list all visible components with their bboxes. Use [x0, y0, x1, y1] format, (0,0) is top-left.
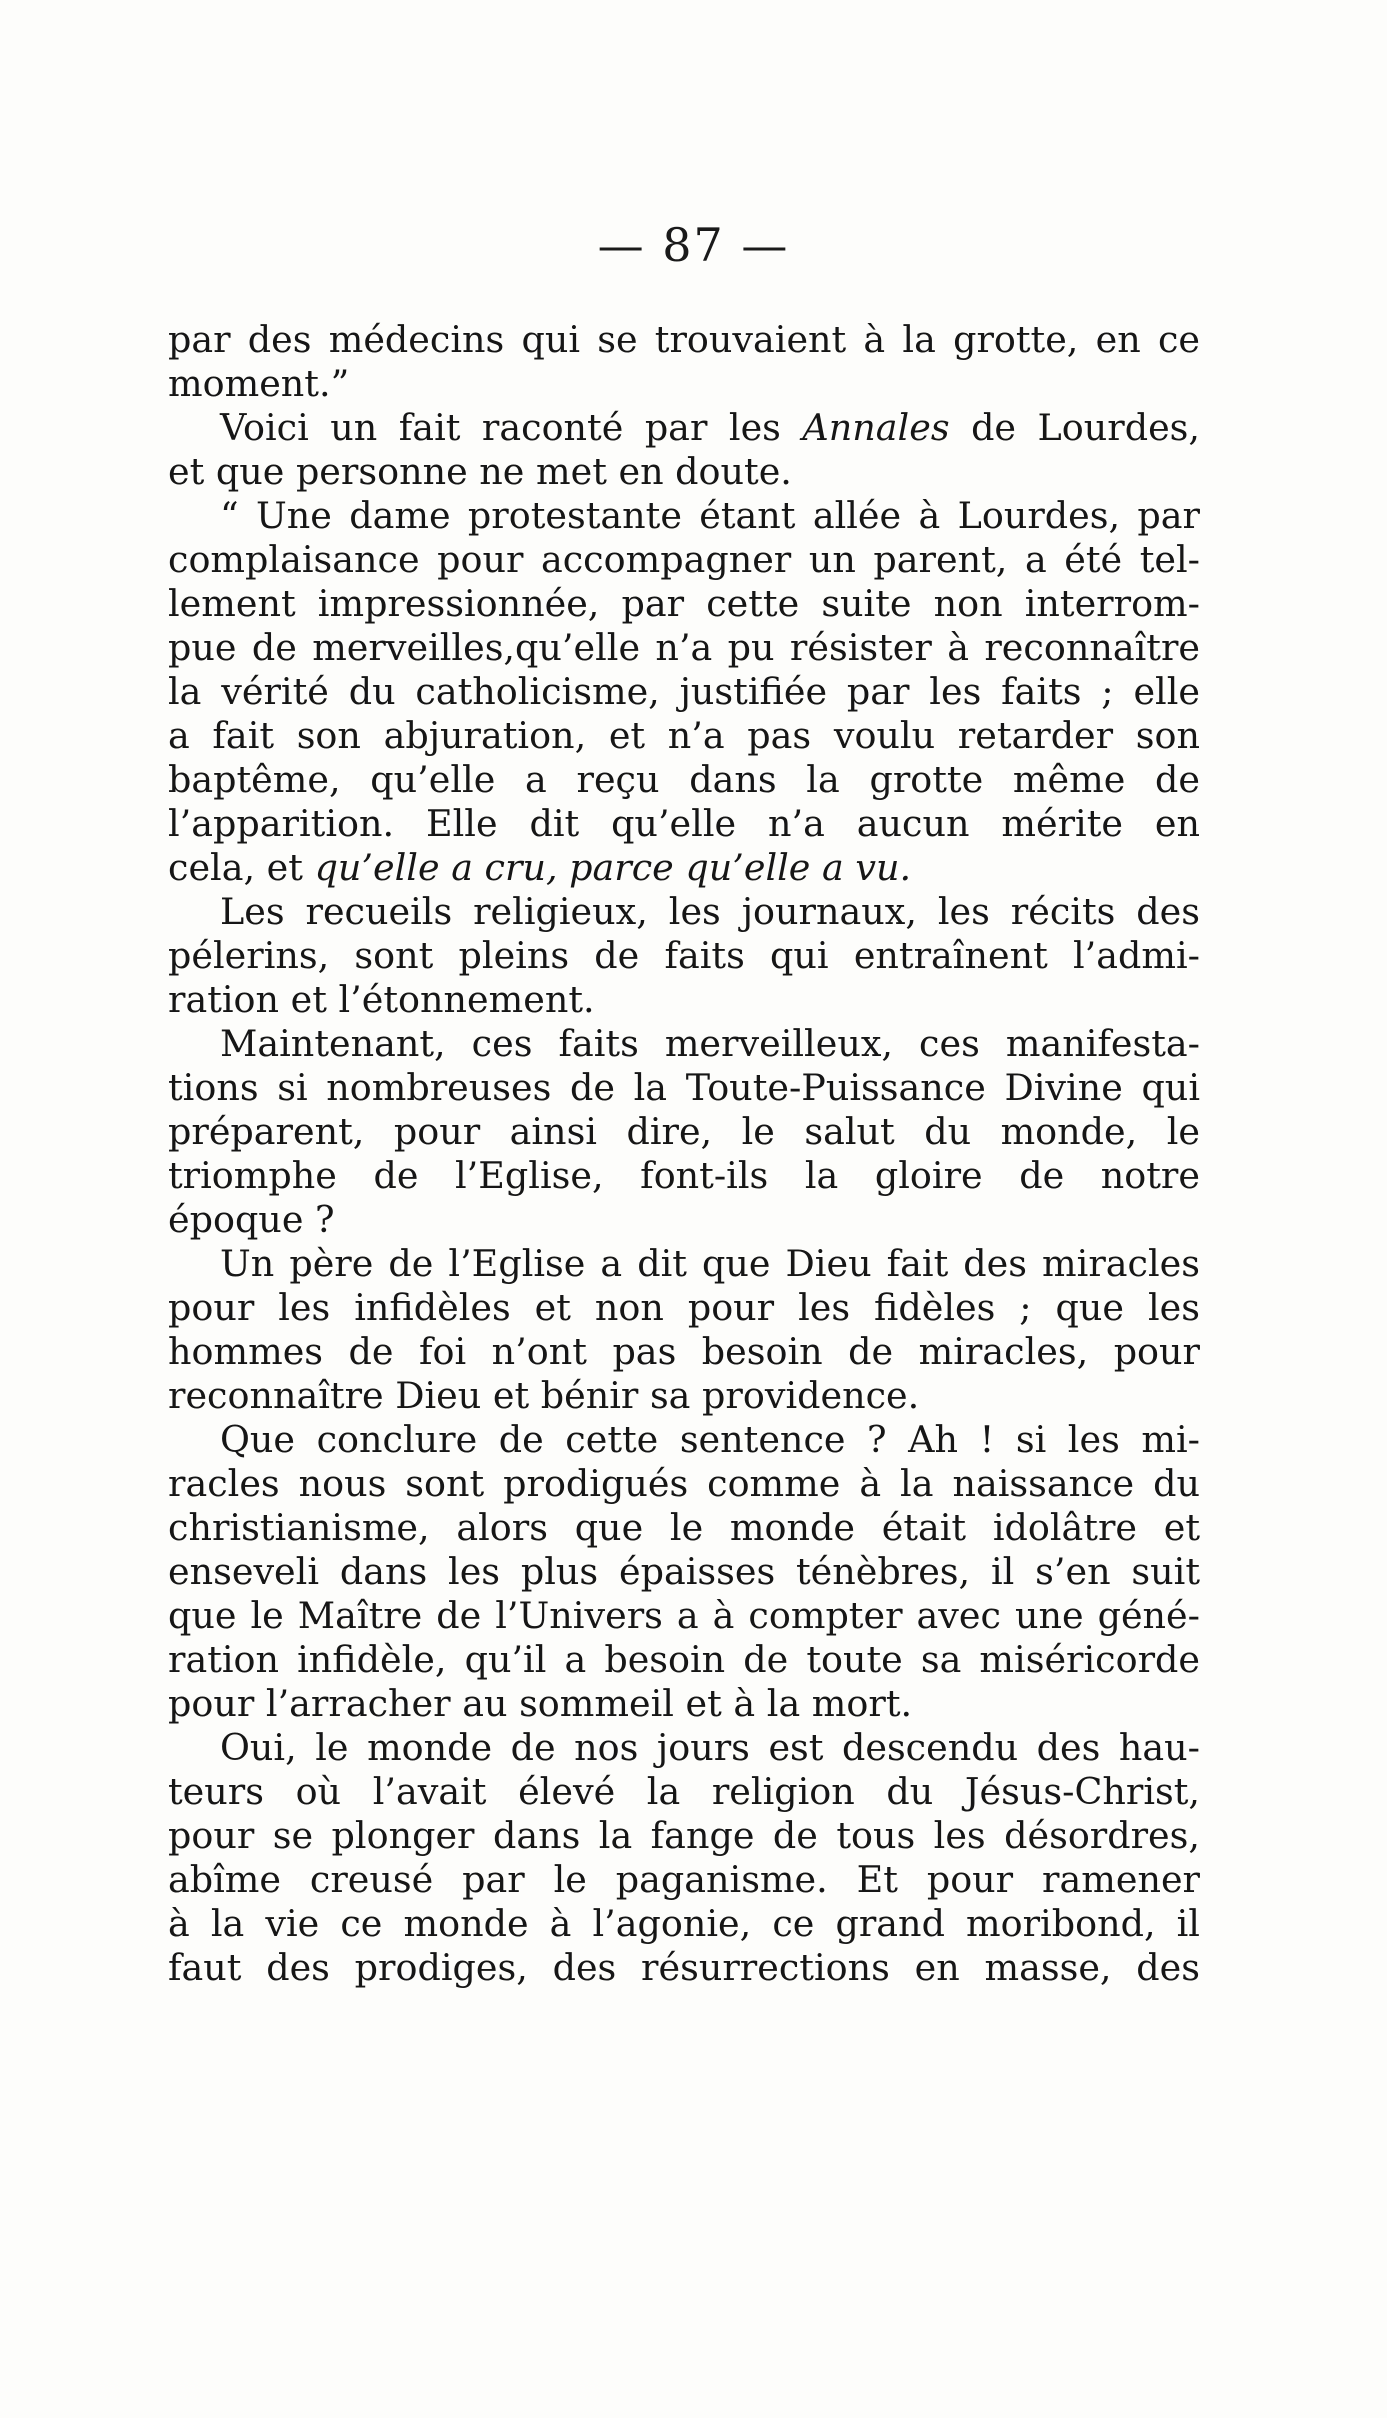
paragraph — [168, 1418, 1200, 1726]
text-line: Maintenant, ces faits merveilleux, ces manifesta- — [220, 1022, 1200, 1065]
text-line: Les recueils religieux, les journaux, les récits des — [220, 890, 1200, 933]
text-line: christianisme, alors que le monde était idolâtre et — [168, 1506, 1200, 1549]
text-line: Voici un fait raconté par les Annales de Lourdes, — [220, 406, 1201, 449]
text-line: reconnaître Dieu et bénir sa providence. — [168, 1374, 920, 1417]
text-line: moment.” — [168, 362, 350, 405]
text-line: triomphe de l’Eglise, font-ils la gloire de notre — [168, 1154, 1200, 1197]
text-line: faut des prodiges, des résurrections en masse, des — [168, 1946, 1200, 1989]
text-line: Que conclure de cette sentence ? Ah ! si les mi- — [220, 1418, 1200, 1461]
text-line: que le Maître de l’Univers a à compter avec une géné- — [168, 1594, 1200, 1637]
page-number: — 87 — — [597, 218, 790, 272]
body-text — [168, 318, 1200, 1990]
text-line: Un père de l’Eglise a dit que Dieu fait des miracles — [220, 1242, 1200, 1285]
text-line: pour les infidèles et non pour les fidèles ; que les — [168, 1286, 1200, 1329]
text-line: baptême, qu’elle a reçu dans la grotte même de — [168, 758, 1200, 801]
text-line: ration et l’étonnement. — [168, 978, 595, 1021]
italic-quote: qu’elle a cru, parce qu’elle a vu. — [314, 846, 912, 889]
text-line: hommes de foi n’ont pas besoin de miracles, pour — [168, 1330, 1200, 1373]
text-line: teurs où l’avait élevé la religion du Jésus-Christ, — [168, 1770, 1200, 1813]
text-line: lement impressionnée, par cette suite non interrom- — [168, 582, 1200, 625]
paragraph — [168, 1242, 1200, 1418]
text-line: la vérité du catholicisme, justifiée par les faits ; elle — [168, 670, 1200, 713]
paragraph — [168, 1022, 1200, 1242]
text-line: préparent, pour ainsi dire, le salut du monde, le — [168, 1110, 1200, 1153]
paragraph — [168, 1726, 1200, 1990]
paragraph — [168, 494, 1200, 890]
text-line: Oui, le monde de nos jours est descendu des hau- — [220, 1726, 1200, 1769]
paragraph — [168, 406, 1200, 494]
italic-title: Annales — [802, 406, 950, 449]
text-line: complaisance pour accompagner un parent, a été tel- — [168, 538, 1200, 581]
text-line: et que personne ne met en doute. — [168, 450, 792, 493]
text-line: l’apparition. Elle dit qu’elle n’a aucun mérite en — [168, 802, 1200, 845]
paragraph — [168, 890, 1200, 1022]
text-line: enseveli dans les plus épaisses ténèbres, il s’en suit — [168, 1550, 1200, 1593]
text-line: racles nous sont prodigués comme à la naissance du — [168, 1462, 1200, 1505]
text-line: “ Une dame protestante étant allée à Lourdes, par — [220, 494, 1200, 537]
text-line: a fait son abjuration, et n’a pas voulu retarder son — [168, 714, 1200, 757]
text-line: pour l’arracher au sommeil et à la mort. — [168, 1682, 913, 1725]
text-line: par des médecins qui se trouvaient à la grotte, en ce — [168, 318, 1200, 361]
text-line: pélerins, sont pleins de faits qui entraînent l’admi- — [168, 934, 1200, 977]
text-line: pour se plonger dans la fange de tous les désordres, — [168, 1814, 1200, 1857]
text-line: à la vie ce monde à l’agonie, ce grand moribond, il — [168, 1902, 1200, 1945]
text-line: époque ? — [168, 1198, 335, 1241]
paragraph — [168, 318, 1200, 406]
text-line: tions si nombreuses de la Toute-Puissance Divine qui — [168, 1066, 1200, 1109]
text-line: pue de merveilles,qu’elle n’a pu résister à reconnaître — [168, 626, 1200, 669]
text-line: cela, et qu’elle a cru, parce qu’elle a vu. — [168, 846, 912, 889]
text-line: ration infidèle, qu’il a besoin de toute sa miséricorde — [168, 1638, 1200, 1681]
text-line: abîme creusé par le paganisme. Et pour ramener — [168, 1858, 1200, 1901]
